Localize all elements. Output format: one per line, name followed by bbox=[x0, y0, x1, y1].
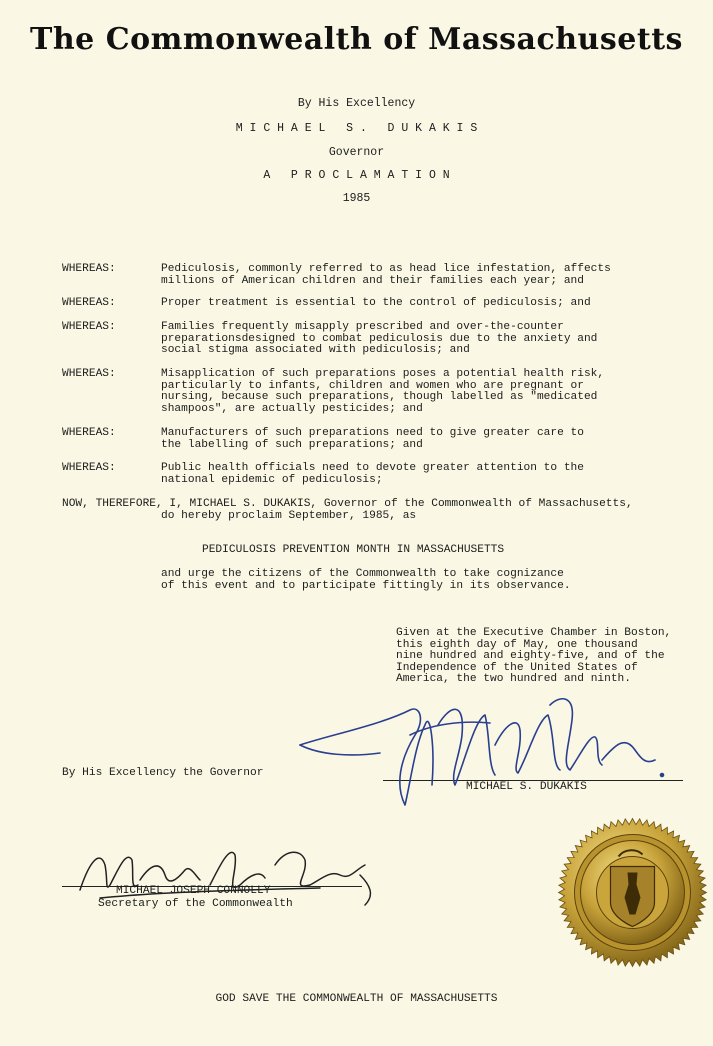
proclamation-year: 1985 bbox=[342, 192, 371, 205]
whereas-label: WHEREAS: bbox=[62, 462, 116, 474]
governor-title: Governor bbox=[328, 146, 385, 159]
whereas-text: Manufacturers of such preparations need to give greater care to the labelling of such preparations; and bbox=[161, 427, 584, 451]
proclaim-line: do hereby proclaim September, 1985, as bbox=[161, 510, 417, 522]
whereas-label: WHEREAS: bbox=[62, 297, 116, 309]
governor-name-heading: M I C H A E L S . D U K A K I S bbox=[235, 122, 478, 135]
whereas-text: Pediculosis, commonly referred to as head lice infestation, affects millions of American children and their families each year; and bbox=[161, 263, 611, 287]
secretary-title: Secretary of the Commonwealth bbox=[98, 898, 293, 910]
whereas-label: WHEREAS: bbox=[62, 368, 116, 380]
proclamation-heading: A P R O C L A M A T I O N bbox=[263, 169, 450, 182]
whereas-text: Families frequently misapply prescribed and over-the-counter preparationsdesigned to combat pediculosis due to the anxiety and social stigma associated with pediculosis; and bbox=[161, 321, 598, 357]
given-at-text: Given at the Executive Chamber in Boston, this eighth day of May, one thousand nine hundred and eighty-five, and of the Independence of the United States of America, the two hundred and ninth. bbox=[396, 627, 672, 686]
whereas-label: WHEREAS: bbox=[62, 263, 116, 275]
whereas-label: WHEREAS: bbox=[62, 427, 116, 439]
urge-text: and urge the citizens of the Commonwealth to take cognizance of this event and to participate fittingly in its observance. bbox=[161, 568, 571, 592]
whereas-text: Public health officials need to devote greater attention to the national epidemic of pediculosis; bbox=[161, 462, 584, 486]
by-his-excellency: By His Excellency bbox=[297, 97, 416, 110]
proclaimed-month-title: PEDICULOSIS PREVENTION MONTH IN MASSACHUSETTS bbox=[202, 544, 505, 556]
whereas-label: WHEREAS: bbox=[62, 321, 116, 333]
by-governor-label: By His Excellency the Governor bbox=[62, 767, 264, 779]
whereas-text: Proper treatment is essential to the control of pediculosis; and bbox=[161, 297, 591, 309]
great-seal-icon bbox=[555, 815, 710, 970]
now-therefore-line: NOW, THEREFORE, I, MICHAEL S. DUKAKIS, Governor of the Commonwealth of Massachusetts, bbox=[62, 498, 633, 510]
whereas-text: Misapplication of such preparations poses a potential health risk, particularly to infants, children and women who are pregnant or nursing, because such preparations, though labelled as "medicated shampoos", are actually pesticides; and bbox=[161, 368, 605, 415]
secretary-name: MICHAEL JOSEPH CONNOLLY bbox=[116, 885, 271, 897]
governor-signature bbox=[290, 665, 690, 825]
document-title: The Commonwealth of Massachusetts bbox=[30, 22, 683, 57]
closing-line: GOD SAVE THE COMMONWEALTH OF MASSACHUSETTS bbox=[215, 993, 498, 1005]
governor-signature-name: MICHAEL S. DUKAKIS bbox=[466, 781, 587, 793]
